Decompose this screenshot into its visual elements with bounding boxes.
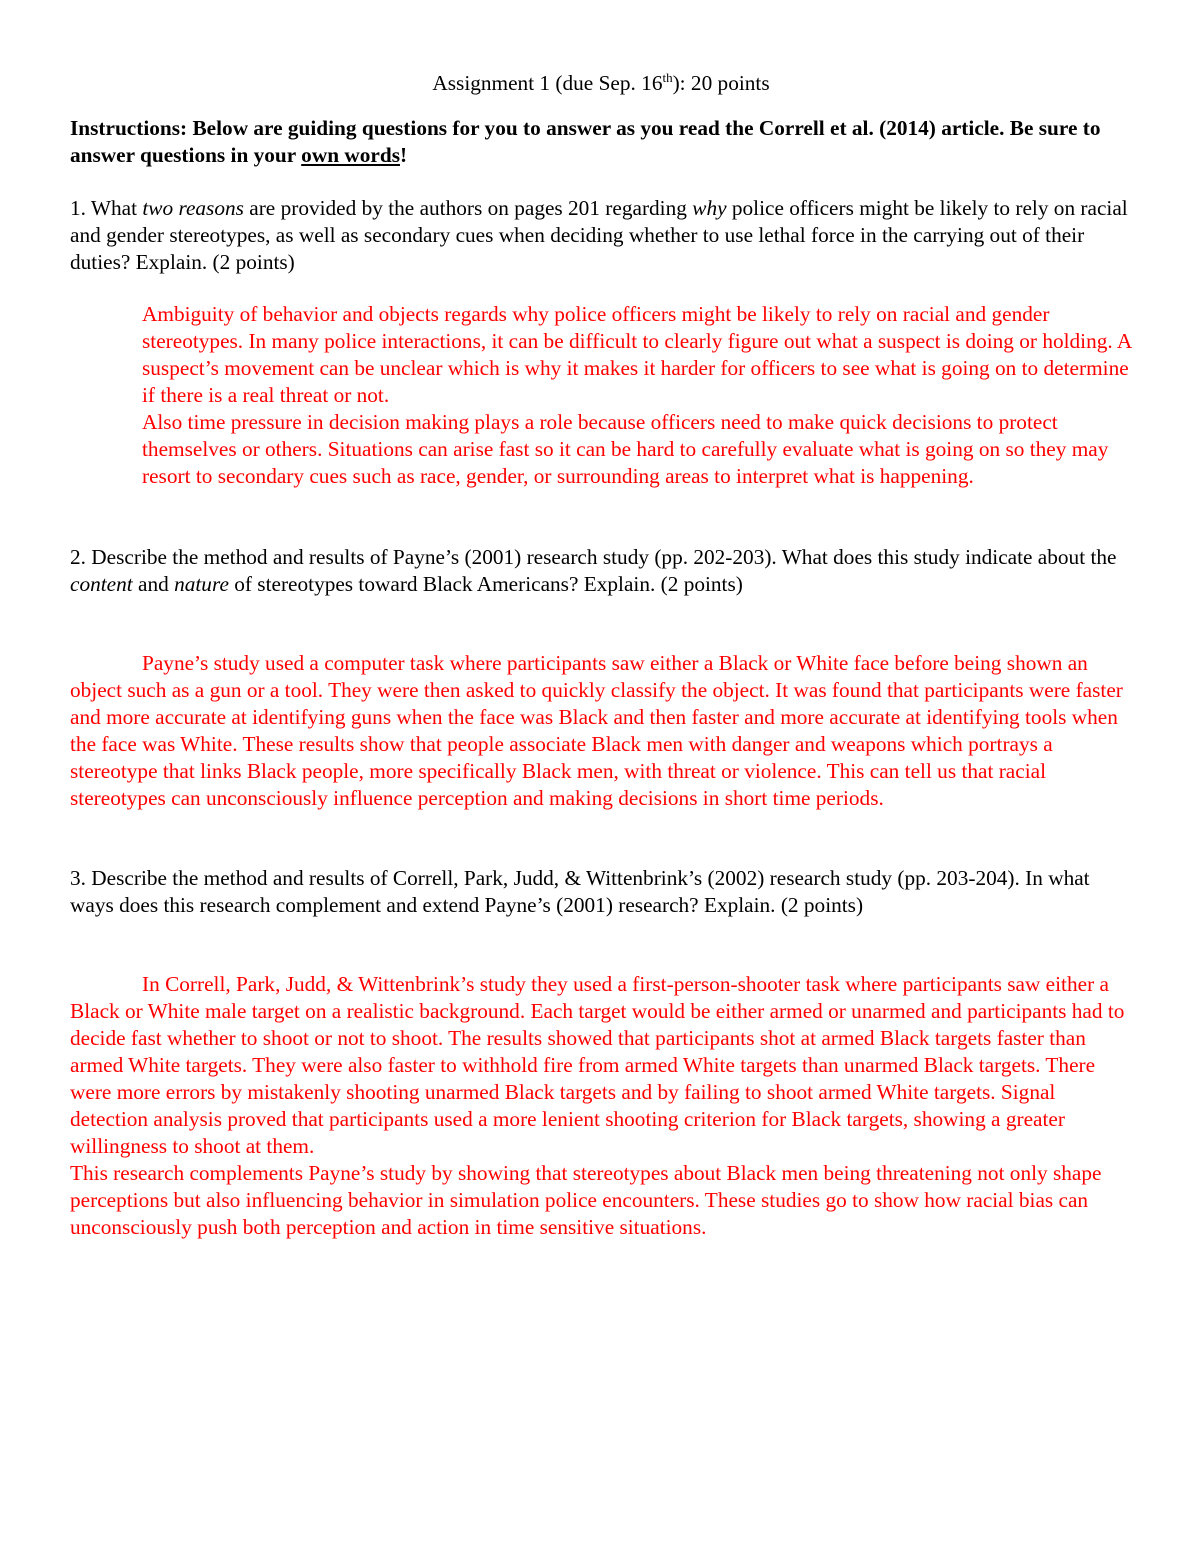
answer-1-paragraph: Ambiguity of behavior and objects regards why police officers might be likely to rely on racial and gender stereotypes. In many police interactions, it can be difficult to clearly figure out what a suspect is doing or holding. A suspect’s movement can be unclear which is why it makes it harder for officers to see what is going on to determine if there is a real threat or not. — [142, 302, 1132, 407]
instructions — [70, 115, 1132, 169]
instructions-text: Instructions: Below are guiding questions for you to answer as you read the Correll et al. (2014) article. Be sure to answer questions in your — [70, 116, 1101, 167]
question-3: 3. Describe the method and results of Correll, Park, Judd, & Wittenbrink’s (2002) research study (pp. 203-204). In what ways does this research complement and extend Payne’s (2001) research? Explain. (2 points) — [70, 866, 1090, 917]
answer-2-paragraph: Payne’s study used a computer task where participants saw either a Black or White face before being shown an object such as a gun or a tool. They were then asked to quickly classify the object. It was found that participants were faster and more accurate at identifying guns when the face was Black and then faster and more accurate at identifying tools when the face was White. These results show that people associate Black men with danger and weapons which portrays a stereotype that links Black people, more specifically Black men, with threat or violence. This can tell us that racial stereotypes can unconsciously influence perception and making decisions in short time periods. — [70, 651, 1123, 810]
question-1-emphasis: why — [692, 196, 727, 220]
answer-3 — [70, 971, 1132, 1241]
answer-3-paragraph: In Correll, Park, Judd, & Wittenbrink’s study they used a first-person-shooter task where participants saw either a Black or White male target on a realistic background. Each target would be either armed or unarmed and participants had to decide fast whether to shoot or not to shoot. The results showed that participants shot at armed Black targets faster than armed White targets. They were also faster to withhold fire from armed White targets than unarmed Black targets. There were more errors by mistakenly shooting unarmed Black targets and by failing to shoot armed White targets. Signal detection analysis proved that participants used a more lenient shooting criterion for Black targets, showing a greater willingness to shoot at them. — [70, 972, 1125, 1158]
instructions-underlined: own words — [301, 143, 400, 167]
question-1-emphasis: two reasons — [142, 196, 244, 220]
title-text-end: ): 20 points — [672, 71, 770, 95]
assignment-title — [70, 70, 1132, 97]
answer-2 — [70, 650, 1132, 812]
answer-1 — [70, 301, 1132, 490]
question-1: 1. What two reasons are provided by the authors on pages 201 regarding why police officers might be likely to rely on racial and gender stereotypes, as well as secondary cues when deciding whether to use lethal force in the carrying out of their duties? Explain. (2 points) — [70, 196, 1128, 274]
title-superscript: th — [662, 69, 673, 85]
answer-3-paragraph: This research complements Payne’s study by showing that stereotypes about Black men being threatening not only shape perceptions but also influencing behavior in simulation police encounters. These studies go to show how racial bias can unconsciously push both perception and action in time sensitive situations. — [70, 1161, 1102, 1239]
question-2-emphasis: content — [70, 572, 133, 596]
answer-1-paragraph: Also time pressure in decision making plays a role because officers need to make quick decisions to protect themselves or others. Situations can arise fast so it can be hard to carefully evaluate what is going on so they may resort to secondary cues such as race, gender, or surrounding areas to interpret what is happening. — [142, 410, 1109, 488]
title-text: Assignment 1 (due Sep. 16 — [432, 71, 663, 95]
question-2: 2. Describe the method and results of Payne’s (2001) research study (pp. 202-203). What does this study indicate about the content and nature of stereotypes toward Black Americans? Explain. (2 points) — [70, 545, 1117, 596]
question-2-emphasis: nature — [174, 572, 229, 596]
instructions-end: ! — [399, 143, 408, 167]
document-page — [70, 70, 1132, 1241]
